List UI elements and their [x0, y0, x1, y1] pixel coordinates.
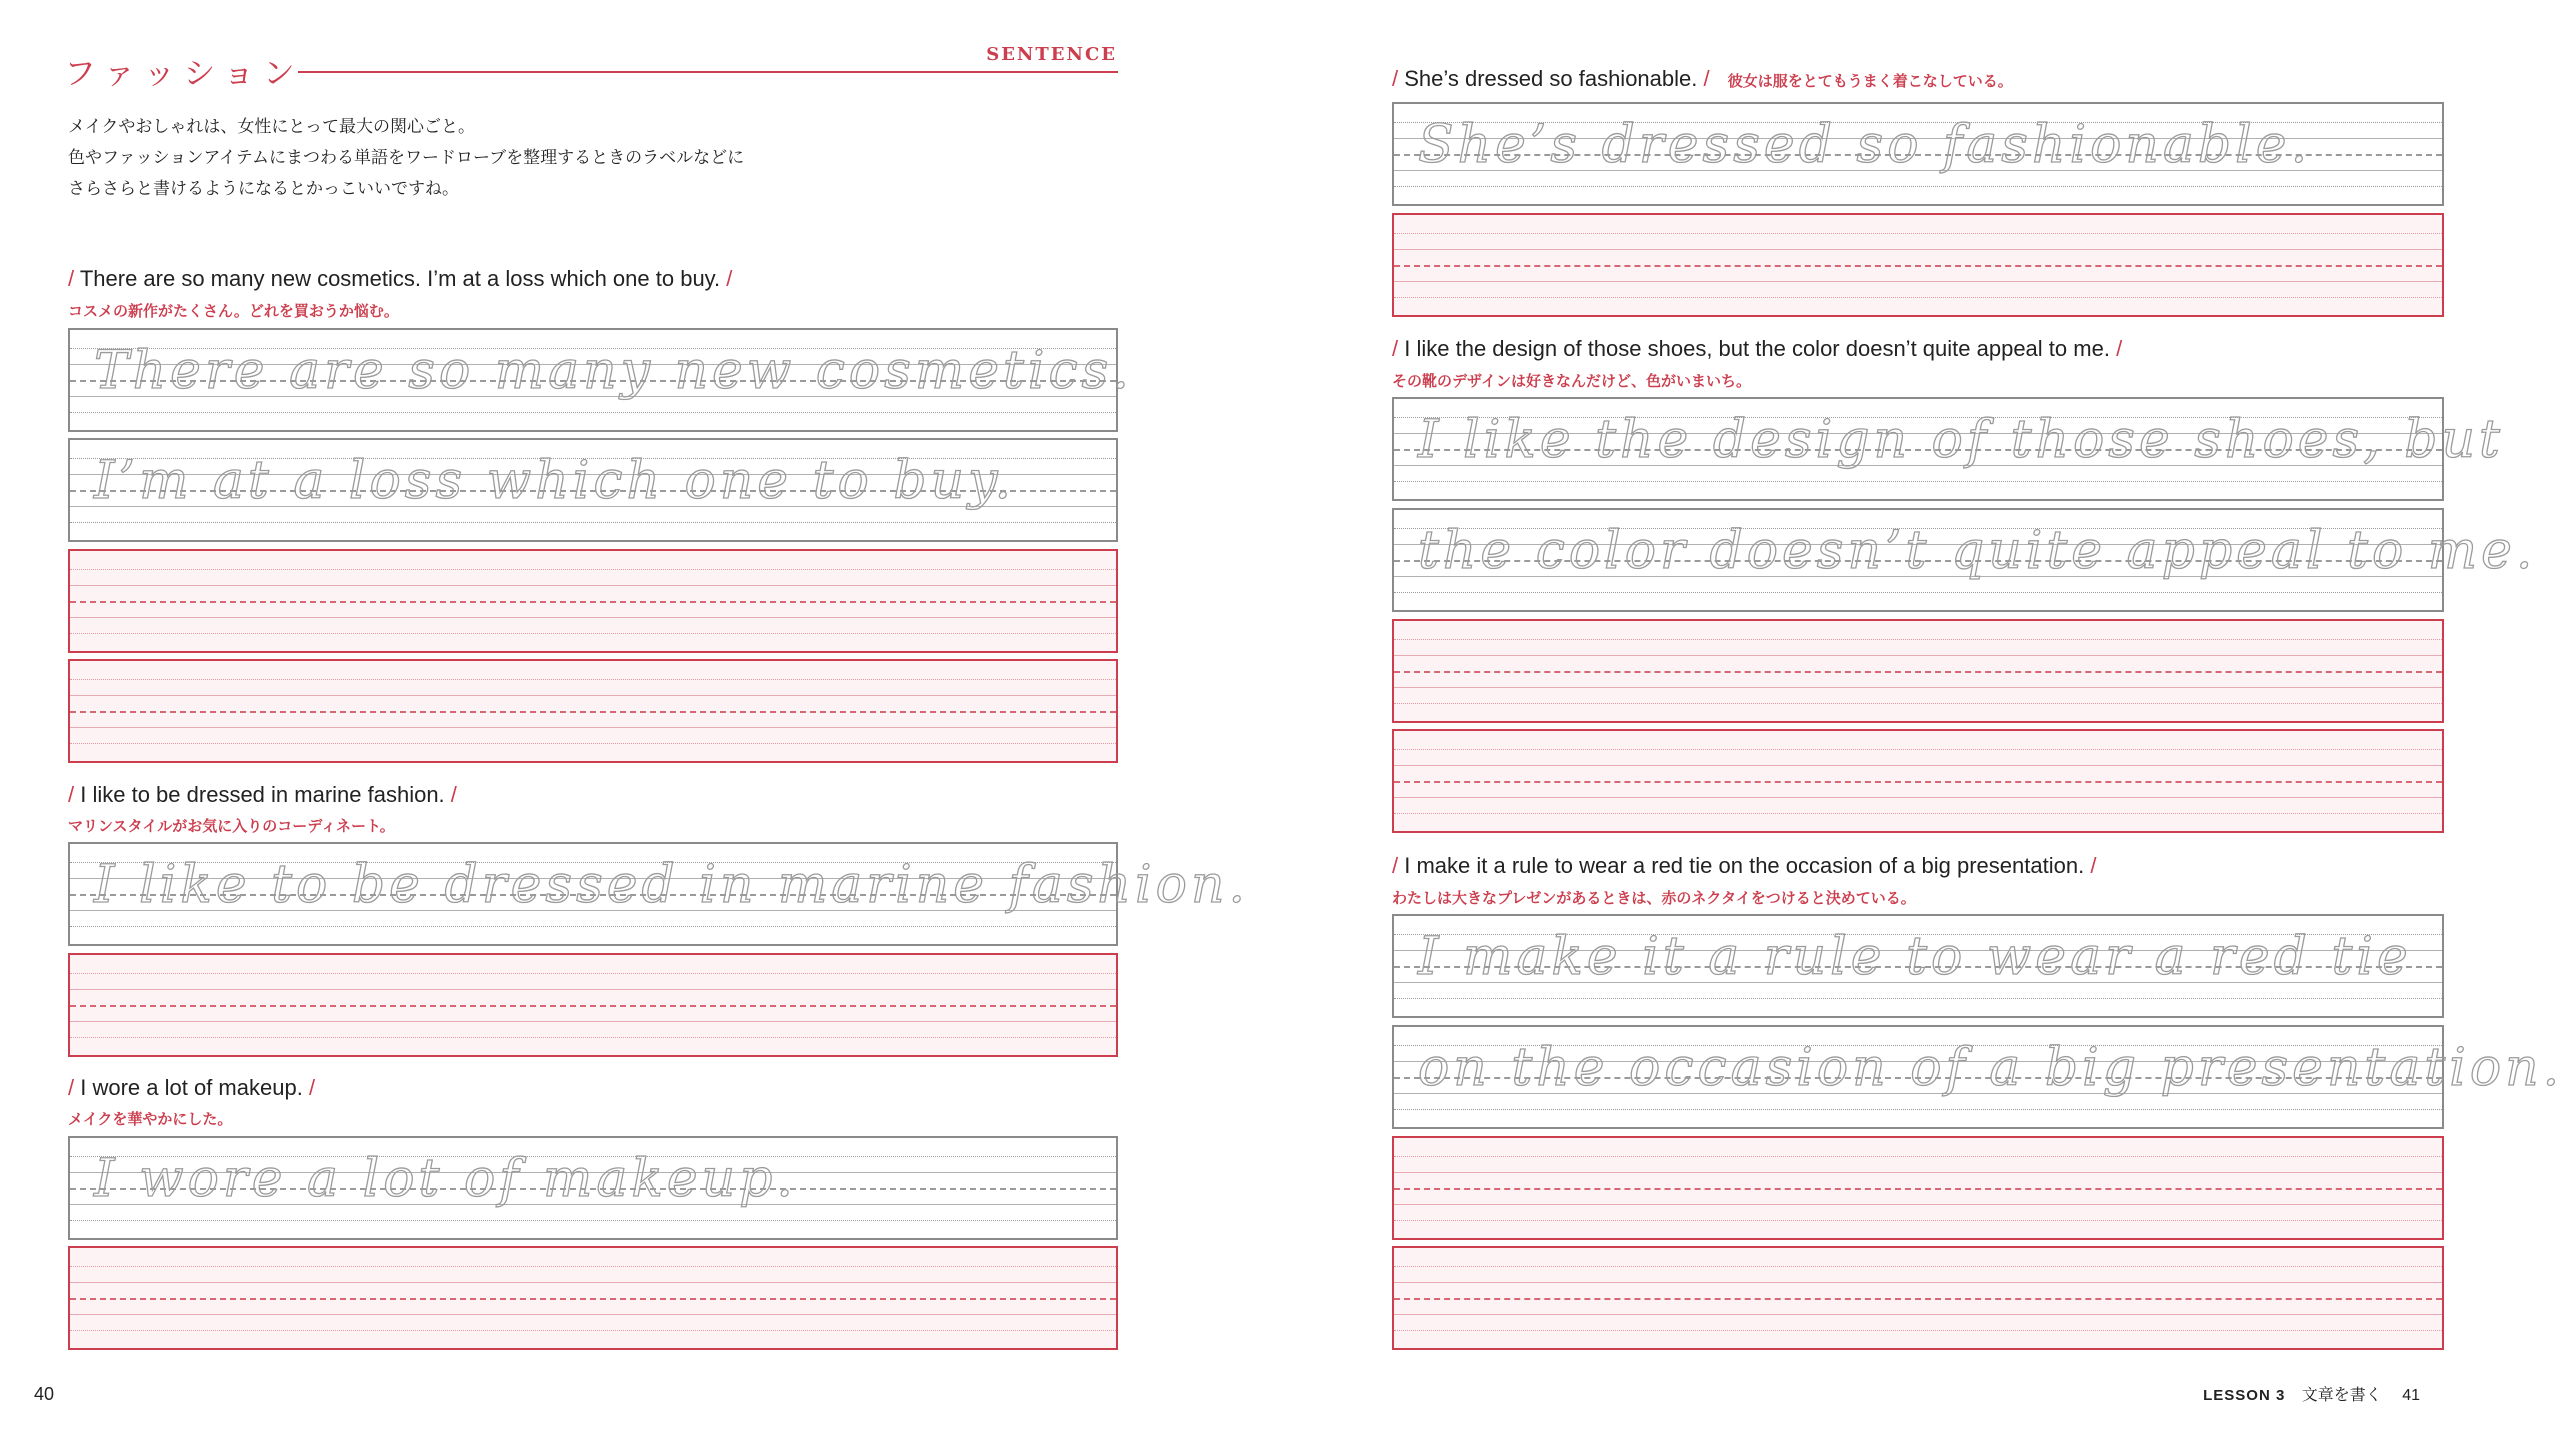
- trace-text: I’m at a loss which one to buy.: [94, 451, 1016, 511]
- intro-line: さらさらと書けるようになるとかっこいいですね。: [68, 179, 459, 199]
- exercise-japanese: マリンスタイルがお気に入りのコーディネート。: [68, 817, 395, 835]
- practice-box[interactable]: [68, 549, 1118, 653]
- exercise-english: [68, 1075, 315, 1101]
- slash-mark: /: [1392, 336, 1399, 361]
- intro-line: メイクやおしゃれは、女性にとって最大の関心ごと。: [68, 117, 475, 137]
- exercise-japanese: コスメの新作がたくさん。どれを買おうか悩む。: [68, 302, 399, 320]
- slash-mark: /: [68, 266, 75, 291]
- title-rule: [298, 71, 1118, 73]
- slash-mark: /: [726, 266, 733, 291]
- slash-mark: /: [308, 1075, 316, 1100]
- slash-mark: /: [1392, 853, 1399, 878]
- trace-text: I like to be dressed in marine fashion.: [94, 855, 1249, 915]
- trace-text: I wore a lot of makeup.: [94, 1149, 797, 1209]
- exercise-english: [1392, 66, 2013, 92]
- slash-mark: /: [2116, 336, 2123, 361]
- exercise-english-text: I like to be dressed in marine fashion.: [80, 782, 445, 807]
- exercise-english-text: She’s dressed so fashionable.: [1404, 66, 1698, 91]
- exercise-japanese: その靴のデザインは好きなんだけど、色がいまいち。: [1392, 372, 1751, 390]
- exercise-english-text: I like the design of those shoes, but the color doesn’t quite appeal to me.: [1404, 336, 2110, 361]
- lesson-label: LESSON 3: [2203, 1387, 2286, 1404]
- trace-text: There are so many new cosmetics.: [94, 341, 1133, 401]
- practice-box[interactable]: [1392, 1136, 2444, 1240]
- exercise-japanese: メイクを華やかにした。: [68, 1110, 233, 1128]
- trace-text: I make it a rule to wear a red tie: [1418, 927, 2412, 987]
- guide-box: [1392, 102, 2444, 206]
- exercise-english-text: There are so many new cosmetics. I’m at a loss which one to buy.: [79, 266, 721, 291]
- guide-box: [1392, 508, 2537, 612]
- guide-box: [68, 328, 1133, 432]
- exercise-english: [68, 266, 732, 292]
- slash-mark: /: [68, 782, 75, 807]
- exercise-japanese: 彼女は服をとてもうまく着こなしている。: [1727, 72, 2013, 90]
- intro-text: [68, 112, 968, 205]
- practice-box[interactable]: [68, 953, 1118, 1057]
- practice-box[interactable]: [1392, 1246, 2444, 1350]
- slash-mark: /: [1392, 66, 1399, 91]
- trace-text: on the occasion of a big presentation.: [1418, 1038, 2563, 1098]
- slash-mark: /: [450, 782, 457, 807]
- guide-box: [1392, 397, 2504, 501]
- guide-box: [1392, 1025, 2563, 1129]
- practice-box[interactable]: [68, 659, 1118, 763]
- guide-box: [68, 438, 1118, 542]
- right-page: [1249, 0, 2563, 1441]
- page-footer: [2203, 1382, 2420, 1405]
- slash-mark: /: [68, 1075, 75, 1100]
- exercise-english-text: I wore a lot of makeup.: [80, 1075, 303, 1100]
- guide-box: [68, 1136, 1118, 1240]
- left-page: [0, 0, 1249, 1441]
- exercise-english: [68, 782, 457, 808]
- exercise-english: [1392, 853, 2096, 879]
- slash-mark: /: [1703, 66, 1710, 91]
- page-number: 40: [34, 1384, 55, 1404]
- practice-box[interactable]: [1392, 729, 2444, 833]
- exercise-english-text: I make it a rule to wear a red tie on the occasion of a big presentation.: [1404, 853, 2085, 878]
- practice-box[interactable]: [68, 1246, 1118, 1350]
- section-tag: SENTENCE: [986, 44, 1117, 65]
- practice-box[interactable]: [1392, 213, 2444, 317]
- page-number: 41: [2402, 1387, 2420, 1404]
- section-title: ファッション: [64, 54, 303, 92]
- trace-text: I like the design of those shoes, but: [1418, 410, 2504, 470]
- intro-line: 色やファッションアイテムにまつわる単語をワードローブを整理するときのラベルなどに: [68, 148, 745, 168]
- guide-box: [1392, 914, 2444, 1018]
- trace-text: the color doesn’t quite appeal to me.: [1418, 521, 2537, 581]
- trace-text: She’s dressed so fashionable.: [1418, 115, 2312, 175]
- exercise-english: [1392, 336, 2122, 362]
- exercise-japanese: わたしは大きなプレゼンがあるときは、赤のネクタイをつけると決めている。: [1392, 889, 1916, 907]
- chapter-title: 文章を書く: [2301, 1385, 2382, 1404]
- slash-mark: /: [2090, 853, 2097, 878]
- guide-box: [68, 842, 1249, 946]
- practice-box[interactable]: [1392, 619, 2444, 723]
